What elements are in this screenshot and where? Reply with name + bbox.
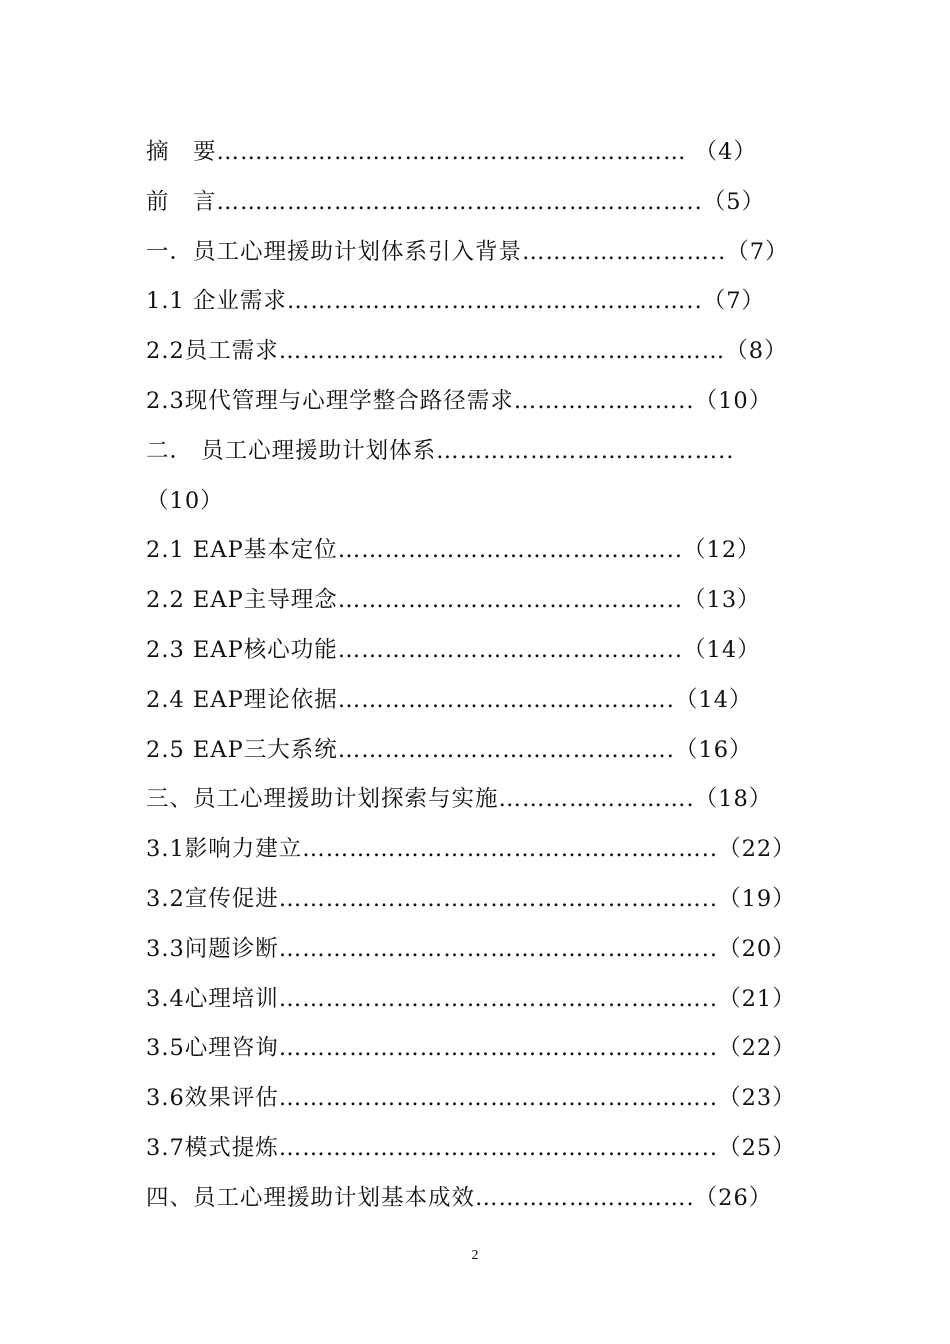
- toc-entry-text: 3.6效果评估………………………………………………..（23）: [146, 1085, 796, 1112]
- toc-entry-2-3[interactable]: [146, 626, 826, 676]
- toc-entry-text: 3.2宣传促进………………………………………………..（19）: [146, 885, 796, 912]
- toc-entry-text: 二． 员工心理援助计划体系………………………………..: [146, 437, 735, 464]
- toc-entry-3-5[interactable]: [146, 1024, 826, 1074]
- toc-entry-1-1[interactable]: [146, 277, 826, 327]
- toc-entry-2-4[interactable]: [146, 676, 826, 726]
- table-of-contents: [146, 128, 826, 1224]
- toc-entry-preface[interactable]: [146, 178, 826, 228]
- toc-entry-text: 三、员工心理援助计划探索与实施…………………….（18）: [146, 786, 773, 813]
- toc-entry-3-3[interactable]: [146, 925, 826, 975]
- toc-entry-text: 2.5 EAP三大系统…………………………………….（16）: [146, 736, 753, 763]
- page-number: 2: [471, 1248, 479, 1263]
- toc-entry-text: 2.4 EAP理论依据…………………………………….（14）: [146, 686, 753, 713]
- toc-entry-3-2[interactable]: [146, 875, 826, 925]
- toc-entry-2-3-integration[interactable]: [146, 377, 826, 427]
- toc-entry-chapter-2[interactable]: [146, 427, 826, 477]
- toc-entry-chapter-3[interactable]: [146, 775, 826, 825]
- toc-entry-text: 2.3 EAP核心功能……………………………………..（14）: [146, 636, 761, 663]
- toc-entry-3-4[interactable]: [146, 975, 826, 1025]
- toc-entry-text: 2.1 EAP基本定位……………………………………..（12）: [146, 537, 761, 564]
- toc-entry-text: 一．员工心理援助计划体系引入背景……………………..（7）: [146, 238, 789, 265]
- toc-entry-text: 3.1影响力建立……………………………………………..（22）: [146, 836, 796, 863]
- toc-entry-2-5[interactable]: [146, 726, 826, 776]
- toc-entry-2-2[interactable]: [146, 576, 826, 626]
- toc-entry-text: （10）: [146, 487, 224, 514]
- toc-entry-abstract[interactable]: [146, 128, 826, 178]
- toc-entry-3-7[interactable]: [146, 1124, 826, 1174]
- toc-entry-3-1[interactable]: [146, 825, 826, 875]
- toc-entry-2-2-employee[interactable]: [146, 327, 826, 377]
- toc-entry-text: 2.2 EAP主导理念……………………………………..（13）: [146, 587, 761, 614]
- toc-entry-text: 2.2员工需求…………………………………………………（8）: [146, 338, 788, 365]
- toc-entry-chapter-1[interactable]: [146, 228, 826, 278]
- toc-entry-text: 2.3现代管理与心理学整合路径需求…………………..（10）: [146, 387, 773, 414]
- toc-entry-text: 3.5心理咨询………………………………………………..（22）: [146, 1035, 796, 1062]
- toc-entry-3-6[interactable]: [146, 1074, 826, 1124]
- toc-entry-text: 四、员工心理援助计划基本成效……………………….（26）: [146, 1184, 773, 1211]
- toc-entry-text: 3.3问题诊断………………………………………………..（20）: [146, 935, 796, 962]
- toc-entry-chapter-2-page: [146, 477, 826, 527]
- toc-entry-text: 3.7模式提炼………………………………………………..（25）: [146, 1134, 796, 1161]
- toc-entry-chapter-4[interactable]: [146, 1174, 826, 1224]
- toc-entry-text: 3.4心理培训………………………………………………..（21）: [146, 985, 796, 1012]
- toc-entry-text: 摘 要…………………………………………………… （4）: [146, 139, 757, 165]
- toc-entry-text: 1.1 企业需求……………………………………………..（7）: [146, 288, 766, 315]
- toc-entry-2-1[interactable]: [146, 526, 826, 576]
- toc-entry-text: 前 言……………………………………………………..（5）: [146, 188, 766, 215]
